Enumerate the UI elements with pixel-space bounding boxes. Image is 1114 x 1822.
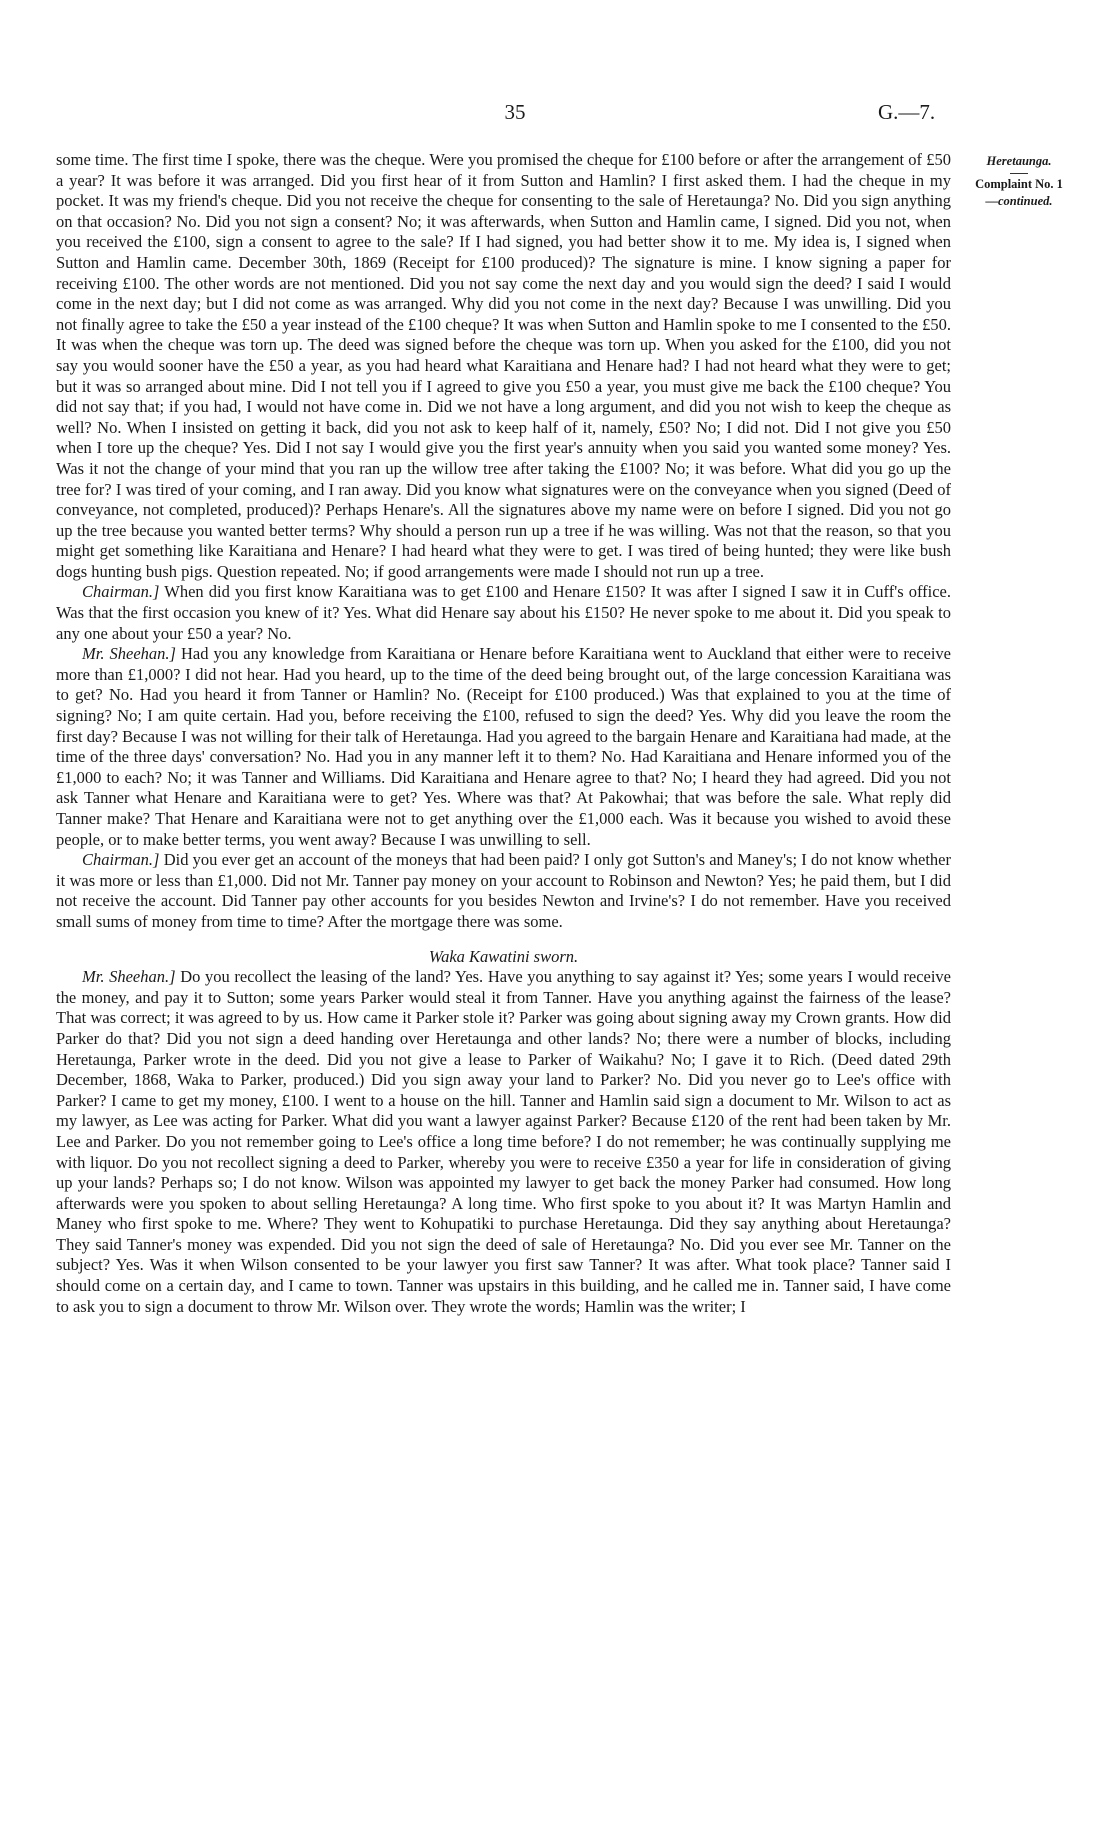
- margin-divider: [1010, 173, 1028, 174]
- speaker-label: Mr. Sheehan.]: [82, 967, 176, 987]
- paragraph-2: [56, 582, 951, 644]
- body-text: [56, 150, 951, 1317]
- paragraph-text: Did you ever get an account of the moneys that had been paid? I only got Sutton's and Maney's; I do not know whether it was more or less than £1,000. Did not Mr. Tanner pay money on your account to Robinson and Newton? Yes; he paid them, but I did not receive the account. Did Tanner pay other accounts for you besides Newton and Irvine's? I do not remember. Have you received small sums of money from time to time? After the mortgage there was some.: [56, 850, 951, 931]
- paper-reference: G.—7.: [878, 100, 936, 124]
- witness-heading: Waka Kawatini sworn.: [428, 946, 579, 966]
- speaker-label: Chairman.]: [82, 850, 160, 870]
- speaker-label: Chairman.]: [82, 582, 160, 602]
- margin-place: Heretaunga.: [986, 154, 1052, 168]
- paragraph-text: When did you first know Karaitiana was to get £100 and Henare £150? It was after I signed I saw it in Cuff's office. Was that the first occasion you knew of it? Yes. What did Henare say about his £150? He never spoke to me about it. Did you speak to any one about your £50 a year? No.: [56, 582, 951, 643]
- paragraph-4: [56, 850, 951, 932]
- margin-note: [960, 153, 1078, 210]
- paragraph-3: [56, 644, 951, 850]
- page-number: 35: [504, 100, 526, 124]
- paragraph-1: [56, 150, 951, 582]
- paragraph-5: [56, 967, 951, 1317]
- speaker-label: Mr. Sheehan.]: [82, 644, 176, 664]
- paragraph-text: some time. The first time I spoke, there was the cheque. Were you promised the cheque for £100 before or after the arrangement of £50 a year? It was before it was arranged. Did you first hear of it from Sutton and Hamlin? I first asked them. I had the cheque in my pocket. It was my friend's cheque. Did you not receive the cheque for consenting to the sale of Heretaunga? No. Did you sign anything on that occasion? No. Did you not sign a consent? No; it was afterwards, when Sutton and Hamlin came, I signed. Did you not, when you received the £100, sign a consent to agree to the sale? If I had signed, you had better show it to me. My idea is, I signed when Sutton and Hamlin came. December 30th, 1869 (Receipt for £100 produced)? The signature is mine. I know signing a paper for receiving £100. The other words are not mentioned. Did you not say come the next day and you would sign the deed? I said I would come in the next day; but I did not come as was arranged. Why did you not come in the next day? Because I was unwilling. Did you not finally agree to take the £50 a year instead of the £100 cheque? It was when Sutton and Hamlin spoke to me I consented to the £50. It was when the cheque was torn up. The deed was signed before the cheque was torn up. When you asked for the £100, did you not say you would sooner have the £50 a year, as you had heard what Karaitiana and Henare had? I had not heard what they were to get; but it was so arranged about mine. Did I not tell you if I agreed to give you £50 a year, you must give me back the £100 cheque? You did not say that; if you had, I would not have come in. Did we not have a long argument, and did you not wish to keep the cheque as well? No. When I insisted on getting it back, did you not ask to keep half of it, namely, £50? No; I did not. Did I not give you £50 when I tore up the cheque? Yes. Did I not say I would give you the first year's annuity when you said you wanted some money? Yes. Was it not the change of your mind that you ran up the willow tree after taking the £100? No; it was before. What did you go up the tree for? I was tired of your coming, and I ran away. Did you know what signatures were on the conveyance when you signed (Deed of conveyance, not completed, produced)? Perhaps Henare's. All the signatures above my name were on before I signed. Did you not go up the tree because you wanted better terms? Why should a person run up a tree if he was willing. Was not that the reason, so that you might get something like Karaitiana and Henare? I had heard what they were to get. I was tired of being hunted; they were like bush dogs hunting bush pigs. Question repeated. No; if good arrangements were made I should not run up a tree.: [56, 150, 951, 581]
- margin-complaint: Complaint No. 1: [975, 177, 1063, 191]
- paragraph-text: Do you recollect the leasing of the land? Yes. Have you anything to say against it? Yes; some years I would receive the money, and pay it to Sutton; some years Parker would steal it from Tanner. Have you anything against the fairness of the lease? That was correct; it was agreed to by us. How came it Parker stole it? Parker was going about signing away my Crown grants. How did Parker do that? Did you not sign a deed handing over Heretaunga and other lands? No; there were a number of blocks, including Heretaunga, Parker wrote in the deed. Did you not give a lease to Parker of Waikahu? No; I gave it to Rich. (Deed dated 29th December, 1868, Waka to Parker, produced.) Did you sign away your land to Parker? No. Did you never go to Lee's office with Parker? I came to get my money, £100. I went to a house on the hill. Tanner and Hamlin said sign a document to Mr. Wilson to act as my lawyer, as Lee was acting for Parker. What did you want a lawyer against Parker? Because £120 of the rent had been taken by Mr. Lee and Parker. Do you not remember going to Lee's office a long time before? I do not remember; he was continually supplying me with liquor. Do you not recollect signing a deed to Parker, whereby you were to receive £350 a year for life in consideration of giving up your lands? Perhaps so; I do not know. Wilson was appointed my lawyer to get back the money Parker had consumed. How long afterwards were you spoken to about selling Heretaunga? A long time. Who first spoke to you about it? It was Martyn Hamlin and Maney who first spoke to me. Where? They went to Kohupatiki to purchase Heretaunga. Did they say anything about Heretaunga? They said Tanner's money was expended. Did you not sign the deed of sale of Heretaunga? No. Did you ever see Mr. Tanner on the subject? Yes. Was it when Wilson consented to be your lawyer you first saw Tanner? It was after. What took place? Tanner said I should come on a certain day, and I came to town. Tanner was upstairs in this building, and he called me in. Tanner said, I have come to ask you to sign a document to throw Mr. Wilson over. They wrote the words; Hamlin was the writer; I: [56, 967, 952, 1316]
- paragraph-text: Had you any knowledge from Karaitiana or Henare before Karaitiana went to Auckland that either were to receive more than £1,000? I did not hear. Had you heard, up to the time of the deed being brought out, of the large concession Karaitiana was to get? No. Had you heard it from Tanner or Hamlin? No. (Receipt for £100 produced.) Was that explained to you at the time of signing? No; I am quite certain. Had you, before receiving the £100, refused to sign the deed? Yes. Why did you leave the room the first day? Because I was not willing for their talk of Heretaunga. Had you agreed to the bargain Henare and Karaitiana had made, at the time of the three days' conversation? No. Had you in any manner left it to them? No. Had Karaitiana and Henare informed you of the £1,000 to each? No; it was Tanner and Williams. Did Karaitiana and Henare agree to that? No; I heard they had agreed. Did you not ask Tanner what Henare and Karaitiana were to get? Yes. Where was that? At Pakowhai; that was before the sale. What reply did Tanner make? That Henare and Karaitiana were not to get anything over the £1,000 each. Was it because you wished to avoid these people, or to make better terms, you went away? Because I was unwilling to sell.: [56, 644, 952, 849]
- margin-continued: —continued.: [985, 194, 1053, 208]
